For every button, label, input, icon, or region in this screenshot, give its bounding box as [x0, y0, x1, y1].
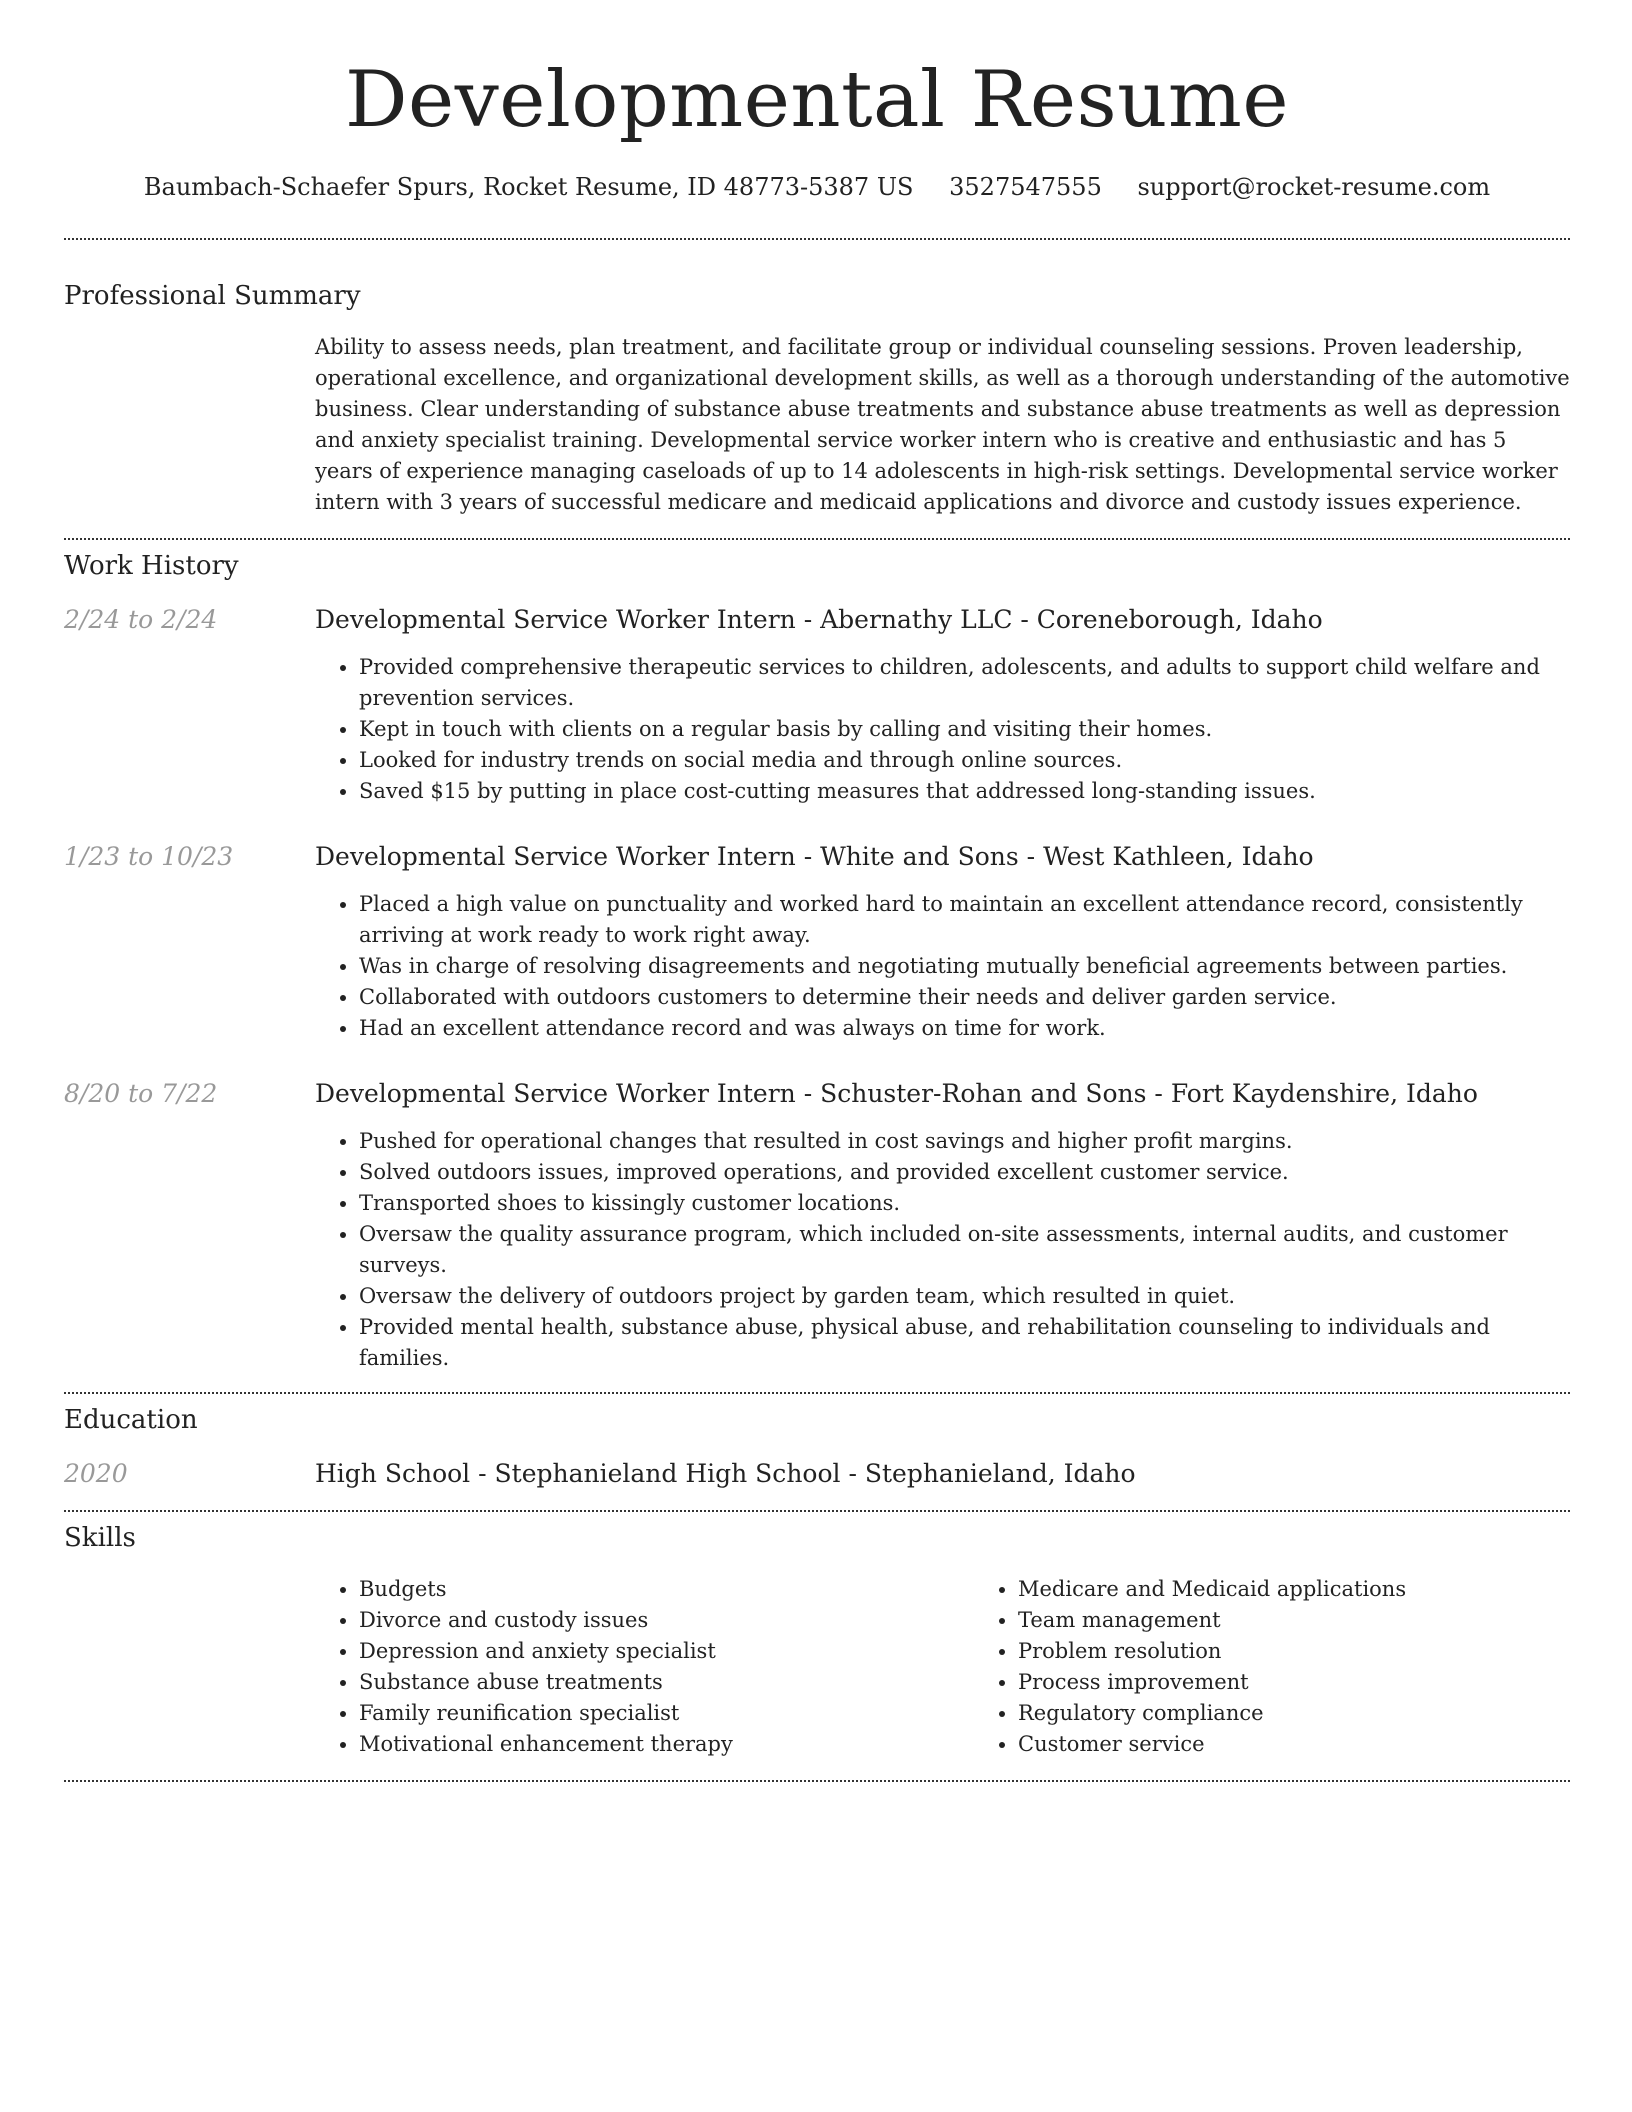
job-heading: Developmental Service Worker Intern - Abernathy LLC - Coreneborough, Idaho [315, 605, 1323, 634]
contact-line [64, 172, 1570, 202]
resume-name: Developmental Resume [345, 55, 1289, 145]
section-title-skills: Skills [64, 1523, 136, 1553]
skill-item: • Regulatory compliance [1018, 1698, 1570, 1729]
skills-list-left [315, 1574, 974, 1760]
skill-item: • Team management [1018, 1605, 1570, 1636]
education-heading: High School - Stephanieland High School - Stephanieland, Idaho [315, 1459, 1136, 1488]
job-heading: Developmental Service Worker Intern - White and Sons - West Kathleen, Idaho [315, 842, 1314, 871]
list-item: • Was in charge of resolving disagreements and negotiating mutually beneficial agreements between parties. [359, 951, 1570, 982]
list-item: • Saved $15 by putting in place cost-cutting measures that addressed long-standing issues. [359, 776, 1570, 807]
education-section [64, 1404, 1570, 1490]
section-title-summary: Professional Summary [64, 281, 361, 311]
skill-item: • Budgets [359, 1574, 974, 1605]
skill-item: • Family reunification specialist [359, 1698, 974, 1729]
skill-item: • Customer service [1018, 1729, 1570, 1760]
job-entry [64, 604, 1570, 807]
education-year: 2020 [64, 1459, 128, 1488]
list-item: • Placed a high value on punctuality and worked hard to maintain an excellent attendance record, consistently arriving at work ready to work right away. [359, 889, 1570, 951]
work-history-section [64, 550, 1570, 1374]
list-item: • Pushed for operational changes that resulted in cost savings and higher profit margins. [359, 1126, 1570, 1157]
skill-item: • Depression and anxiety specialist [359, 1636, 974, 1667]
skill-item: • Motivational enhancement therapy [359, 1729, 974, 1760]
job-bullets [315, 652, 1570, 807]
skill-item: • Problem resolution [1018, 1636, 1570, 1667]
job-heading: Developmental Service Worker Intern - Schuster-Rohan and Sons - Fort Kaydenshire, Idaho [315, 1079, 1478, 1108]
job-bullets [315, 1126, 1570, 1374]
list-item: • Had an excellent attendance record and was always on time for work. [359, 1013, 1570, 1044]
job-dates: 8/20 to 7/22 [64, 1079, 218, 1108]
skill-item: • Process improvement [1018, 1667, 1570, 1698]
education-entry [64, 1458, 1570, 1490]
job-bullets [315, 889, 1570, 1044]
list-item: • Transported shoes to kissingly customer locations. [359, 1188, 1570, 1219]
job-dates: 1/23 to 10/23 [64, 842, 234, 871]
section-title-work: Work History [64, 551, 239, 581]
list-item: • Looked for industry trends on social media and through online sources. [359, 745, 1570, 776]
skill-item: • Substance abuse treatments [359, 1667, 974, 1698]
list-item: • Provided mental health, substance abuse, physical abuse, and rehabilitation counseling to individuals and families. [359, 1312, 1570, 1374]
skills-section [64, 1522, 1570, 1760]
list-item: • Oversaw the delivery of outdoors project by garden team, which resulted in quiet. [359, 1281, 1570, 1312]
divider [64, 1392, 1570, 1394]
contact-phone: 3527547555 [949, 173, 1102, 201]
list-item: • Provided comprehensive therapeutic services to children, adolescents, and adults to support child welfare and prevention services. [359, 652, 1570, 714]
divider [64, 238, 1570, 240]
section-title-education: Education [64, 1405, 198, 1435]
summary-section [64, 280, 1570, 518]
resume-header [64, 0, 1570, 202]
list-item: • Solved outdoors issues, improved operations, and provided excellent customer service. [359, 1157, 1570, 1188]
summary-text: Ability to assess needs, plan treatment, and facilitate group or individual counseling sessions. Proven leadership, operational excellence, and organizational development skills, as well as a thorough understanding of the automotive business. Clear understanding of substance abuse treatments and substance abuse treatments as well as depression and anxiety specialist training. Developmental service worker intern who is creative and enthusiastic and has 5 years of experience managing caseloads of up to 14 adolescents in high-risk settings. Developmental service worker intern with 3 years of successful medicare and medicaid applications and divorce and custody issues experience. [315, 335, 1570, 514]
skills-list-right [974, 1574, 1570, 1760]
list-item: • Kept in touch with clients on a regular basis by calling and visiting their homes. [359, 714, 1570, 745]
contact-email: support@rocket-resume.com [1137, 173, 1491, 201]
divider [64, 1780, 1570, 1782]
divider [64, 1510, 1570, 1512]
contact-address: Baumbach-Schaefer Spurs, Rocket Resume, ID 48773-5387 US [143, 173, 914, 201]
job-entry [64, 841, 1570, 1044]
list-item: • Oversaw the quality assurance program, which included on-site assessments, internal audits, and customer surveys. [359, 1219, 1570, 1281]
list-item: • Collaborated with outdoors customers to determine their needs and deliver garden service. [359, 982, 1570, 1013]
job-dates: 2/24 to 2/24 [64, 605, 218, 634]
skill-item: • Divorce and custody issues [359, 1605, 974, 1636]
skill-item: • Medicare and Medicaid applications [1018, 1574, 1570, 1605]
divider [64, 538, 1570, 540]
job-entry [64, 1078, 1570, 1374]
